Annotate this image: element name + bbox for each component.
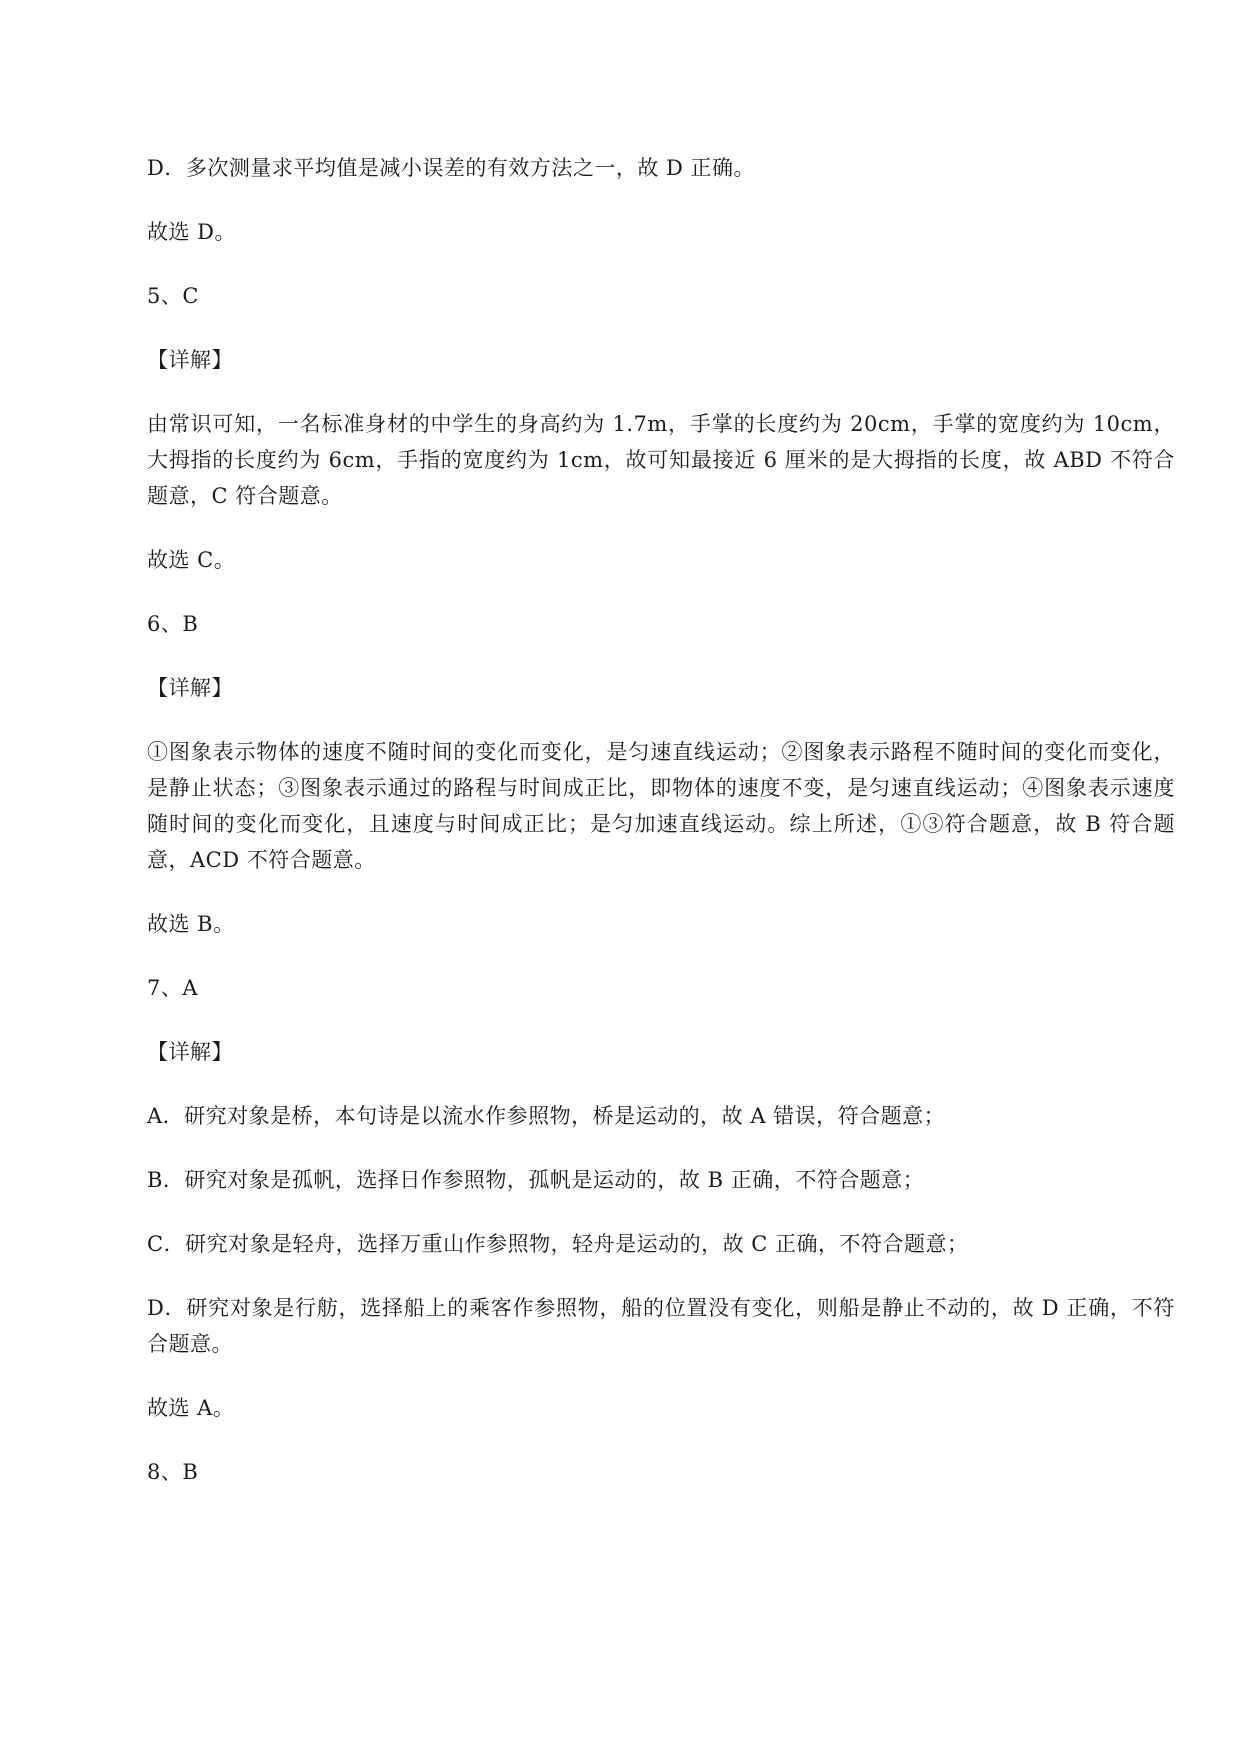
option-a-explanation: A．研究对象是桥，本句诗是以流水作参照物，桥是运动的，故 A 错误，符合题意；	[147, 1104, 946, 1128]
question-8-answer: 8、B	[147, 1460, 199, 1484]
answer-conclusion: 故选 A。	[147, 1396, 235, 1420]
detail-heading: 【详解】	[147, 676, 233, 700]
detail-heading: 【详解】	[147, 348, 233, 372]
question-5-explanation: 由常识可知，一名标准身材的中学生的身高约为 1.7m，手掌的长度约为 20cm，手掌的宽度约为 10cm，大拇指的长度约为 6cm，手指的宽度约为 1cm，故可知最接近 6 厘米的是大拇指的长度，故 ABD 不符合题意，C 符合题意。	[147, 412, 1175, 508]
question-7-answer: 7、A	[147, 976, 199, 1000]
option-d-explanation: D．研究对象是行舫，选择船上的乘客作参照物，船的位置没有变化，则船是静止不动的，故 D 正确，不符合题意。	[147, 1296, 1175, 1356]
question-6-answer: 6、B	[147, 612, 199, 636]
answer-explanations	[147, 150, 1175, 1518]
option-d-explanation: D．多次测量求平均值是减小误差的有效方法之一，故 D 正确。	[147, 156, 756, 180]
option-c-explanation: C．研究对象是轻舟，选择万重山作参照物，轻舟是运动的，故 C 正确，不符合题意；	[147, 1232, 969, 1256]
answer-conclusion: 故选 C。	[147, 548, 236, 572]
detail-heading: 【详解】	[147, 1040, 233, 1064]
answer-conclusion: 故选 D。	[147, 220, 237, 244]
answer-conclusion: 故选 B。	[147, 912, 235, 936]
option-b-explanation: B．研究对象是孤帆，选择日作参照物，孤帆是运动的，故 B 正确，不符合题意；	[147, 1168, 925, 1192]
question-6-explanation: ①图象表示物体的速度不随时间的变化而变化，是匀速直线运动；②图象表示路程不随时间的变化而变化，是静止状态；③图象表示通过的路程与时间成正比，即物体的速度不变，是匀速直线运动；④图象表示速度随时间的变化而变化，且速度与时间成正比；是匀加速直线运动。综上所述，①③符合题意，故 B 符合题意，ACD 不符合题意。	[147, 740, 1175, 872]
question-5-answer: 5、C	[147, 284, 199, 308]
